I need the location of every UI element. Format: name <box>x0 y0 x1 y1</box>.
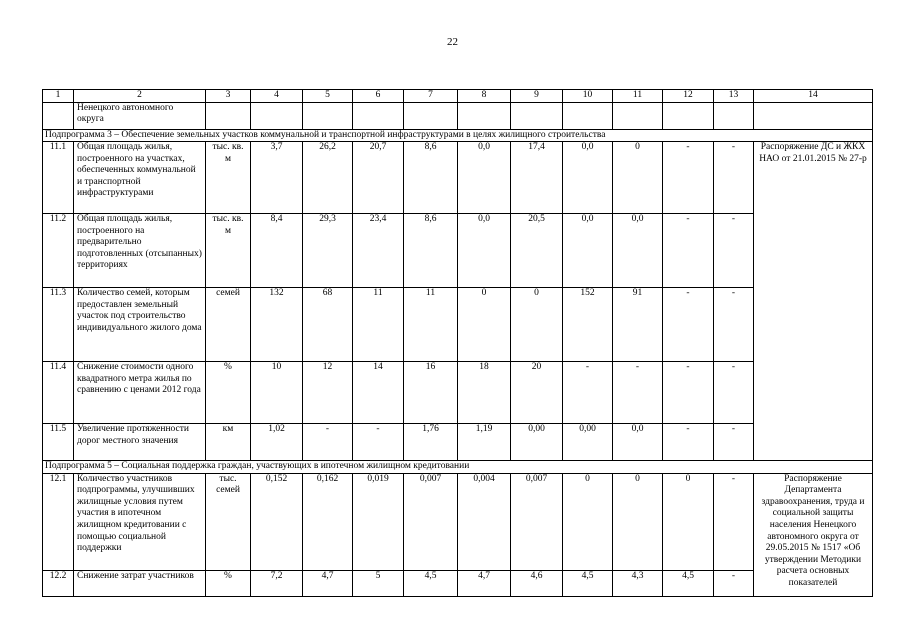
header-cell: 5 <box>303 90 353 103</box>
value-cell: - <box>714 142 754 214</box>
value-cell: - <box>353 424 404 461</box>
indicator-name-cell: Увеличение протяженности дорог местного значения <box>74 424 206 461</box>
value-cell: - <box>303 424 353 461</box>
value-cell: 0,162 <box>303 473 353 570</box>
header-cell: 7 <box>404 90 458 103</box>
value-cell: 4,7 <box>303 570 353 596</box>
unit-cell: км <box>206 424 251 461</box>
value-cell: 16 <box>404 362 458 424</box>
indicator-name-cell: Количество участников подпрограммы, улучшивших жилищные условия путем участия в ипотечном жилищном кредитовании с помощью социальной поддержки <box>74 473 206 570</box>
value-cell: 0,0 <box>458 214 511 288</box>
value-cell: 0 <box>563 473 613 570</box>
indicator-name-cell: Общая площадь жилья, построенного на участках, обеспеченных коммунальной и транспортной инфраструктурами <box>74 142 206 214</box>
value-cell: 0,019 <box>353 473 404 570</box>
value-cell: 12 <box>303 362 353 424</box>
value-cell: 0,0 <box>613 214 663 288</box>
value-cell: 0 <box>613 473 663 570</box>
value-cell: - <box>714 288 754 362</box>
legal-basis-cell: Распоряжение Департамента здравоохранения, труда и социальной защиты населения Ненецкого автономного округа от 29.05.2015 № 1517 «Об утверждении Методики расчета основных показателей <box>754 473 873 596</box>
row-number-cell: 11.5 <box>43 424 74 461</box>
row-number-cell: 11.3 <box>43 288 74 362</box>
value-cell: 18 <box>458 362 511 424</box>
row-number-cell: 12.2 <box>43 570 74 596</box>
value-cell: 152 <box>563 288 613 362</box>
value-cell: 20,7 <box>353 142 404 214</box>
unit-cell: % <box>206 362 251 424</box>
value-cell: 68 <box>303 288 353 362</box>
value-cell: 11 <box>353 288 404 362</box>
value-cell: - <box>714 362 754 424</box>
value-cell: 17,4 <box>511 142 563 214</box>
table-row <box>43 424 873 461</box>
value-cell: 0,0 <box>563 214 613 288</box>
data-table <box>42 89 873 597</box>
value-cell: 132 <box>251 288 303 362</box>
unit-cell: семей <box>206 288 251 362</box>
indicator-name-cell: Общая площадь жилья, построенного на предварительно подготовленных (отсыпанных) территориях <box>74 214 206 288</box>
value-cell: - <box>714 214 754 288</box>
section-row <box>43 461 873 474</box>
value-cell: 20 <box>511 362 563 424</box>
unit-cell: % <box>206 570 251 596</box>
row-number-cell: 11.4 <box>43 362 74 424</box>
row-number-cell: 11.1 <box>43 142 74 214</box>
table-row <box>43 142 873 214</box>
value-cell: 0,004 <box>458 473 511 570</box>
value-cell: - <box>714 473 754 570</box>
value-cell: 0,00 <box>511 424 563 461</box>
unit-cell: тыс. кв. м <box>206 142 251 214</box>
value-cell: 8,6 <box>404 142 458 214</box>
value-cell: - <box>663 424 714 461</box>
value-cell: - <box>563 362 613 424</box>
value-cell: - <box>714 570 754 596</box>
row-number-cell: 11.2 <box>43 214 74 288</box>
section-row <box>43 129 873 142</box>
header-cell: 8 <box>458 90 511 103</box>
header-cell: 9 <box>511 90 563 103</box>
value-cell: 8,4 <box>251 214 303 288</box>
header-cell: 3 <box>206 90 251 103</box>
value-cell: 0,007 <box>511 473 563 570</box>
header-cell: 2 <box>74 90 206 103</box>
section-title: Подпрограмма 3 – Обеспечение земельных участков коммунальной и транспортной инфраструктурами в целях жилищного строительства <box>43 129 873 142</box>
value-cell: 4,5 <box>663 570 714 596</box>
value-cell: 0 <box>663 473 714 570</box>
indicator-name-cell: Снижение стоимости одного квадратного метра жилья по сравнению с ценами 2012 года <box>74 362 206 424</box>
value-cell: 5 <box>353 570 404 596</box>
value-cell: 20,5 <box>511 214 563 288</box>
value-cell: 4,7 <box>458 570 511 596</box>
indicator-name-cell: Снижение затрат участников <box>74 570 206 596</box>
header-cell: 6 <box>353 90 404 103</box>
row-number-cell <box>43 102 74 129</box>
value-cell: 3,7 <box>251 142 303 214</box>
header-cell: 11 <box>613 90 663 103</box>
value-cell: 4,3 <box>613 570 663 596</box>
value-cell: 0,0 <box>458 142 511 214</box>
value-cell: - <box>663 142 714 214</box>
header-row <box>43 90 873 103</box>
value-cell: 0 <box>458 288 511 362</box>
table-row <box>43 214 873 288</box>
value-cell: 0,0 <box>613 424 663 461</box>
value-cell: - <box>663 214 714 288</box>
value-cell: 0,152 <box>251 473 303 570</box>
value-cell: 1,19 <box>458 424 511 461</box>
value-cell: 4,5 <box>563 570 613 596</box>
header-cell: 4 <box>251 90 303 103</box>
value-cell: 0,0 <box>563 142 613 214</box>
value-cell: - <box>663 288 714 362</box>
header-cell: 1 <box>43 90 74 103</box>
value-cell: 26,2 <box>303 142 353 214</box>
value-cell: 11 <box>404 288 458 362</box>
header-cell: 12 <box>663 90 714 103</box>
unit-cell: тыс. семей <box>206 473 251 570</box>
header-cell: 10 <box>563 90 613 103</box>
value-cell: 10 <box>251 362 303 424</box>
value-cell: 0,007 <box>404 473 458 570</box>
value-cell: 0,00 <box>563 424 613 461</box>
value-cell: 29,3 <box>303 214 353 288</box>
header-cell: 13 <box>714 90 754 103</box>
value-cell: 91 <box>613 288 663 362</box>
unit-cell: тыс. кв. м <box>206 214 251 288</box>
legal-basis-cell: Распоряжение ДС и ЖКХ НАО от 21.01.2015 № 27-р <box>754 142 873 461</box>
table-row <box>43 102 873 129</box>
value-cell: - <box>613 362 663 424</box>
table-row <box>43 288 873 362</box>
value-cell: 0 <box>613 142 663 214</box>
header-cell: 14 <box>754 90 873 103</box>
value-cell: - <box>663 362 714 424</box>
table-row <box>43 570 873 596</box>
value-cell: 14 <box>353 362 404 424</box>
table-row <box>43 362 873 424</box>
value-cell: 8,6 <box>404 214 458 288</box>
indicator-name-cell: Ненецкого автономного округа <box>74 102 206 129</box>
value-cell: 1,02 <box>251 424 303 461</box>
row-number-cell: 12.1 <box>43 473 74 570</box>
page-number: 22 <box>447 36 458 48</box>
section-title: Подпрограмма 5 – Социальная поддержка граждан, участвующих в ипотечном жилищном кредитовании <box>43 461 873 474</box>
value-cell: 7,2 <box>251 570 303 596</box>
value-cell: 4,6 <box>511 570 563 596</box>
value-cell: - <box>714 424 754 461</box>
value-cell: 23,4 <box>353 214 404 288</box>
value-cell: 1,76 <box>404 424 458 461</box>
indicator-name-cell: Количество семей, которым предоставлен земельный участок под строительство индивидуального жилого дома <box>74 288 206 362</box>
value-cell: 4,5 <box>404 570 458 596</box>
value-cell: 0 <box>511 288 563 362</box>
table-row <box>43 473 873 570</box>
